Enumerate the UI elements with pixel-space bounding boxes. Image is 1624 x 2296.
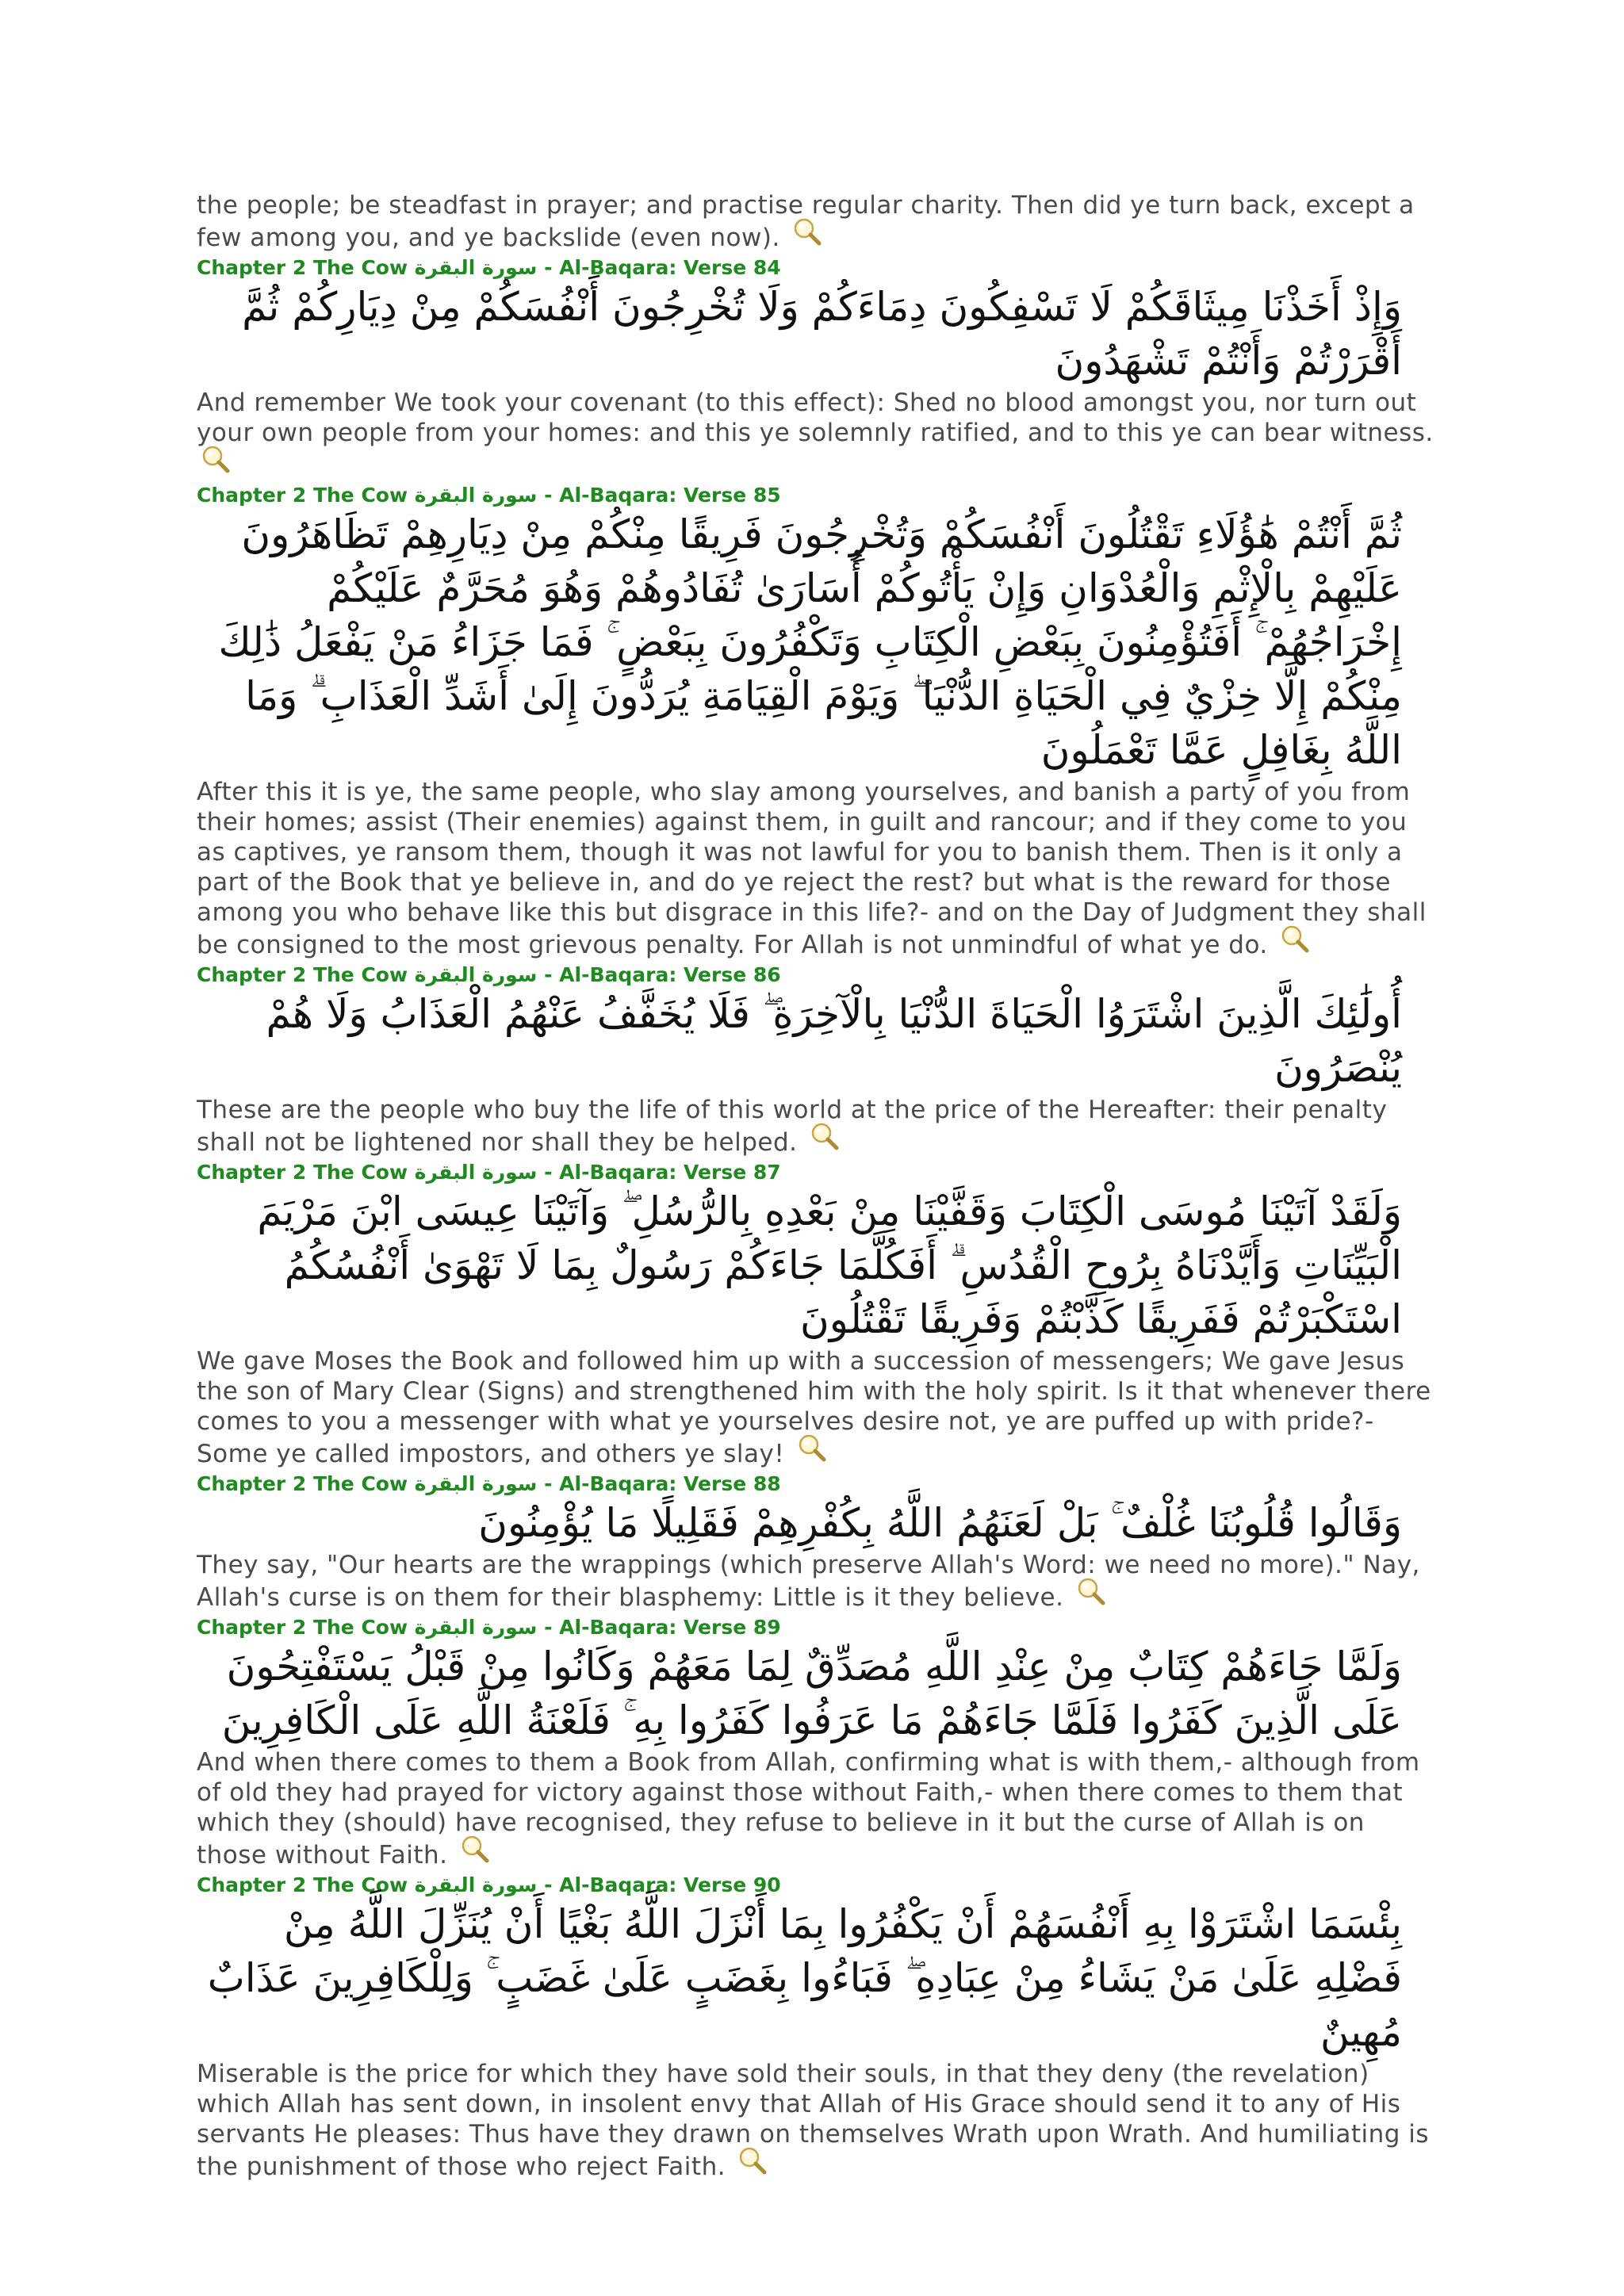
verse-heading[interactable] bbox=[197, 256, 1434, 280]
surah-name-arabic: سورة البقرة bbox=[414, 484, 538, 507]
verse-translation-text: After this it is ye, the same people, who slay among yourselves, and banish a party of you from their homes; assist (Their enemies) against them, in guilt and rancour; and if they come to you as captives, ye ransom them, though it was not lawful for you to banish them. Then is it only a part of the Book that ye believe in, and do ye reject the rest? but what is the reward for those among you who behave like this but disgrace in this life?- and on the Day of Judgment they shall be consigned to the most grievous penalty. For Allah is not unmindful of what ye do. bbox=[197, 778, 1427, 959]
verse-heading[interactable] bbox=[197, 1161, 1434, 1184]
surah-name-arabic: سورة البقرة bbox=[414, 1472, 538, 1495]
verse-translation-text: We gave Moses the Book and followed him up with a succession of messengers; We gave Jesus the son of Mary Clear (Signs) and strengthened him with the holy spirit. Is it that whenever there comes to you a messenger with what ye yourselves desire not, ye are puffed up with pride?- Some ye called impostors, and others ye slay! bbox=[197, 1347, 1431, 1468]
verse-label: - Al-Baqara: Verse 87 bbox=[544, 1161, 781, 1184]
chapter-label: Chapter 2 The Cow bbox=[197, 1161, 408, 1184]
verse-arabic-text: وَقَالُوا قُلُوبُنَا غُلْفٌ ۚ بَلْ لَعَنَهُمُ اللَّهُ بِكُفْرِهِمْ فَقَلِيلًا مَا يُؤْمِنُونَ bbox=[478, 1500, 1402, 1546]
verse-translation bbox=[197, 1346, 1434, 1469]
magnifier-icon[interactable] bbox=[1075, 1580, 1107, 1607]
magnifier-icon[interactable] bbox=[791, 220, 823, 247]
verse-translation bbox=[197, 1747, 1434, 1870]
intro-translation bbox=[197, 190, 1434, 253]
chapter-label: Chapter 2 The Cow bbox=[197, 484, 408, 507]
verse-arabic-text: وَإِذْ أَخَذْنَا مِيثَاقَكُمْ لَا تَسْفِكُونَ دِمَاءَكُمْ وَلَا تُخْرِجُونَ أَنْفُسَكُمْ مِنْ دِيَارِكُمْ ثُمَّ أَقْرَرْتُمْ وَأَنْتُمْ تَشْهَدُونَ bbox=[242, 284, 1402, 384]
verse-translation-text: They say, "Our hearts are the wrappings (which preserve Allah's Word: we need no more)." Nay, Allah's curse is on them for their blasphemy: Little is it they believe. bbox=[197, 1551, 1420, 1612]
intro-translation-text: the people; be steadfast in prayer; and practise regular charity. Then did ye turn back, except a few among you, and ye backslide (even now). bbox=[197, 191, 1415, 252]
verse-list bbox=[197, 256, 1434, 2182]
surah-name-arabic: سورة البقرة bbox=[414, 256, 538, 279]
verse-block bbox=[197, 1616, 1434, 1870]
verse-heading[interactable] bbox=[197, 1472, 1434, 1496]
verse-translation bbox=[197, 2059, 1434, 2182]
verse-block bbox=[197, 1161, 1434, 1469]
verse-arabic-text: أُولَٰئِكَ الَّذِينَ اشْتَرَوُا الْحَيَاةَ الدُّنْيَا بِالْآخِرَةِ ۖ فَلَا يُخَفَّفُ عَنْهُمُ الْعَذَابُ وَلَا هُمْ يُنْصَرُونَ bbox=[266, 991, 1402, 1091]
verse-label: - Al-Baqara: Verse 84 bbox=[544, 256, 781, 279]
chapter-label: Chapter 2 The Cow bbox=[197, 256, 408, 279]
magnifier-icon[interactable] bbox=[200, 448, 232, 475]
magnifier-icon[interactable] bbox=[796, 1437, 828, 1464]
magnifier-icon[interactable] bbox=[1279, 928, 1311, 955]
verse-block bbox=[197, 963, 1434, 1158]
verse-arabic-text: ثُمَّ أَنْتُمْ هَٰؤُلَاءِ تَقْتُلُونَ أَنْفُسَكُمْ وَتُخْرِجُونَ فَرِيقًا مِنْكُمْ مِنْ دِيَارِهِمْ تَظَاهَرُونَ عَلَيْهِمْ بِالْإِثْمِ وَالْعُدْوَانِ وَإِنْ يَأْتُوكُمْ أُسَارَىٰ تُفَادُوهُمْ وَهُوَ مُحَرَّمٌ عَلَيْكُمْ إِخْرَاجُهُمْ ۚ أَفَتُؤْمِنُونَ بِبَعْضِ الْكِتَابِ وَتَكْفُرُونَ بِبَعْضٍ ۚ فَمَا جَزَاءُ مَنْ يَفْعَلُ ذَٰلِكَ مِنْكُمْ إِلَّا خِزْيٌ فِي الْحَيَاةِ الدُّنْيَا ۖ وَيَوْمَ الْقِيَامَةِ يُرَدُّونَ إِلَىٰ أَشَدِّ الْعَذَابِ ۗ وَمَا اللَّهُ بِغَافِلٍ عَمَّا تَعْمَلُونَ bbox=[218, 511, 1402, 773]
surah-name-arabic: سورة البقرة bbox=[414, 963, 538, 986]
verse-heading[interactable] bbox=[197, 1616, 1434, 1640]
chapter-label: Chapter 2 The Cow bbox=[197, 1472, 408, 1495]
verse-heading[interactable] bbox=[197, 1873, 1434, 1897]
verse-arabic-text: وَلَقَدْ آتَيْنَا مُوسَى الْكِتَابَ وَقَفَّيْنَا مِنْ بَعْدِهِ بِالرُّسُلِ ۖ وَآتَيْنَا عِيسَى ابْنَ مَرْيَمَ الْبَيِّنَاتِ وَأَيَّدْنَاهُ بِرُوحِ الْقُدُسِ ۗ أَفَكُلَّمَا جَاءَكُمْ رَسُولٌ بِمَا لَا تَهْوَىٰ أَنْفُسُكُمُ اسْتَكْبَرْتُمْ فَفَرِيقًا كَذَّبْتُمْ وَفَرِيقًا تَقْتُلُونَ bbox=[257, 1188, 1402, 1342]
verse-translation bbox=[197, 1550, 1434, 1613]
verse-heading[interactable] bbox=[197, 484, 1434, 507]
verse-arabic-text: بِئْسَمَا اشْتَرَوْا بِهِ أَنْفُسَهُمْ أَنْ يَكْفُرُوا بِمَا أَنْزَلَ اللَّهُ بَغْيًا أَنْ يُنَزِّلَ اللَّهُ مِنْ فَضْلِهِ عَلَىٰ مَنْ يَشَاءُ مِنْ عِبَادِهِ ۖ فَبَاءُوا بِغَضَبٍ عَلَىٰ غَضَبٍ ۚ وَلِلْكَافِرِينَ عَذَابٌ مُهِينٌ bbox=[207, 1901, 1402, 2055]
verse-block bbox=[197, 256, 1434, 480]
magnifier-icon[interactable] bbox=[809, 1125, 841, 1152]
verse-translation-text: And when there comes to them a Book from Allah, confirming what is with them,- although from of old they had prayed for victory against those without Faith,- when there comes to them that which they (should) have recognised, they refuse to believe in it but the curse of Allah is on those without Faith. bbox=[197, 1748, 1420, 1869]
surah-name-arabic: سورة البقرة bbox=[414, 1161, 538, 1184]
verse-block bbox=[197, 1873, 1434, 2182]
magnifier-icon[interactable] bbox=[737, 2149, 768, 2176]
verse-translation bbox=[197, 777, 1434, 960]
magnifier-icon[interactable] bbox=[459, 1838, 491, 1865]
verse-translation-text: And remember We took your covenant (to this effect): Shed no blood amongst you, nor turn out your own people from your homes: and this ye solemnly ratified, and to this ye can bear witness. bbox=[197, 388, 1434, 447]
verse-translation bbox=[197, 1095, 1434, 1158]
verse-label: - Al-Baqara: Verse 90 bbox=[544, 1873, 781, 1896]
surah-name-arabic: سورة البقرة bbox=[414, 1873, 538, 1896]
verse-label: - Al-Baqara: Verse 89 bbox=[544, 1616, 781, 1639]
verse-translation-text: Miserable is the price for which they have sold their souls, in that they deny (the revelation) which Allah has sent down, in insolent envy that Allah of His Grace should send it to any of His servants He pleases: Thus have they drawn on themselves Wrath upon Wrath. And humiliating is the punishment of those who reject Faith. bbox=[197, 2060, 1430, 2181]
verse-translation-text: These are the people who buy the life of this world at the price of the Hereafter: their penalty shall not be lightened nor shall they be helped. bbox=[197, 1096, 1388, 1157]
chapter-label: Chapter 2 The Cow bbox=[197, 1616, 408, 1639]
verse-label: - Al-Baqara: Verse 85 bbox=[544, 484, 781, 507]
verse-label: - Al-Baqara: Verse 86 bbox=[544, 963, 781, 986]
chapter-label: Chapter 2 The Cow bbox=[197, 1873, 408, 1896]
verse-label: - Al-Baqara: Verse 88 bbox=[544, 1472, 781, 1495]
chapter-label: Chapter 2 The Cow bbox=[197, 963, 408, 986]
verse-block bbox=[197, 1472, 1434, 1613]
document-page bbox=[197, 190, 1434, 2185]
verse-translation bbox=[197, 388, 1434, 480]
verse-arabic-text: وَلَمَّا جَاءَهُمْ كِتَابٌ مِنْ عِنْدِ اللَّهِ مُصَدِّقٌ لِمَا مَعَهُمْ وَكَانُوا مِنْ قَبْلُ يَسْتَفْتِحُونَ عَلَى الَّذِينَ كَفَرُوا فَلَمَّا جَاءَهُمْ مَا عَرَفُوا كَفَرُوا بِهِ ۚ فَلَعْنَةُ اللَّهِ عَلَى الْكَافِرِينَ bbox=[221, 1644, 1402, 1743]
surah-name-arabic: سورة البقرة bbox=[414, 1616, 538, 1639]
verse-block bbox=[197, 484, 1434, 960]
verse-heading[interactable] bbox=[197, 963, 1434, 987]
